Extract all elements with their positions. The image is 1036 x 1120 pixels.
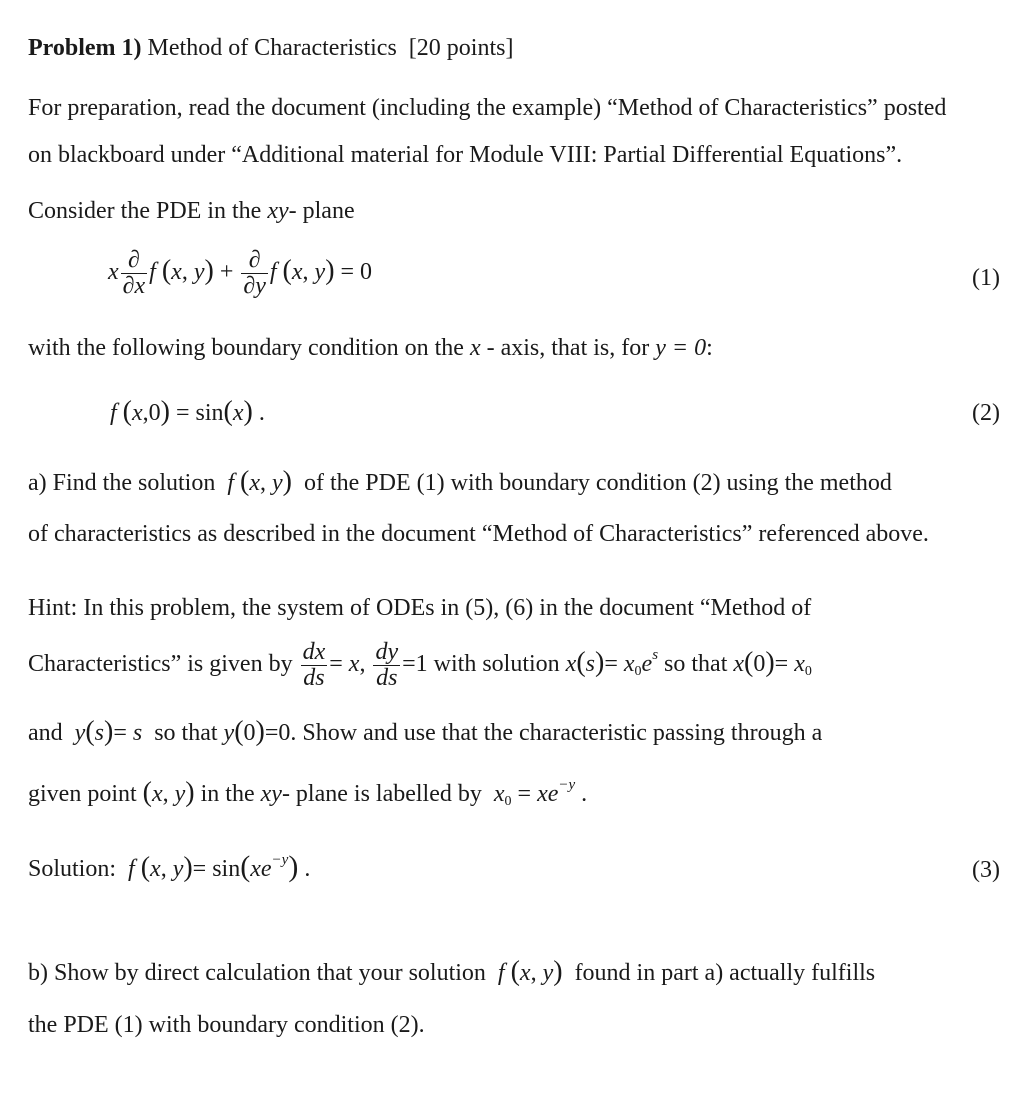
problem-heading bbox=[28, 36, 513, 60]
partial-x-fraction: $\frac{\partial}{\partial x}$ bbox=[122, 247, 146, 300]
hint-line-3: and y(s)= s so that y(0)=0. Show and use that the characteristic passing through a bbox=[28, 716, 823, 747]
part-a-line-2: of characteristics as described in the document “Method of Characteristics” referenced above. bbox=[28, 521, 929, 547]
part-a-line-1: a) Find the solution f (x, y) of the PDE (1) with boundary condition (2) using the method bbox=[28, 466, 892, 497]
dy-ds-fraction: $\frac{dy}{ds}$ bbox=[375, 639, 399, 692]
equation-2: f (x,0) = sin(x) . bbox=[110, 396, 265, 427]
intro-line-1: For preparation, read the document (including the example) “Method of Characteristics” posted bbox=[28, 95, 947, 121]
xy-variable: xy bbox=[267, 198, 289, 224]
intro-line-2: on blackboard under “Additional material for Module VIII: Partial Differential Equations”. bbox=[28, 142, 903, 168]
equation-1-number: (1) bbox=[972, 265, 1000, 291]
hint-line-1: Hint: In this problem, the system of ODEs in (5), (6) in the document “Method of bbox=[28, 595, 812, 621]
part-b-line-1: b) Show by direct calculation that your solution f (x, y) found in part a) actually fulfills bbox=[28, 956, 876, 987]
hint-line-4: given point (x, y) in the xy- plane is labelled by $x_0 = xe^{-y}$ . bbox=[28, 777, 588, 809]
equation-2-number: (2) bbox=[972, 400, 1000, 426]
partial-y-fraction: $\frac{\partial}{\partial y}$ bbox=[243, 247, 266, 300]
problem-label: Problem 1) bbox=[28, 35, 142, 61]
problem-title: Method of Characteristics bbox=[147, 35, 397, 61]
equation-1: x $\frac{\partial}{\partial x}$ f (x, y) + $\frac{\partial}{\partial y}$ f (x, y) = 0 bbox=[108, 247, 373, 300]
dx-ds-fraction: $\frac{dx}{ds}$ bbox=[302, 639, 326, 692]
boundary-line: with the following boundary condition on the x - axis, that is, for y = 0: bbox=[28, 335, 713, 361]
hint-line-2: Characteristics” is given by $\frac{dx}{ds}$ = x, $\frac{dy}{ds}$ =1 with solution $x(s)= x_0e^s$ so that $x(0)= x_0$ bbox=[28, 639, 812, 692]
consider-line: Consider the PDE in the xy- plane bbox=[28, 198, 355, 224]
solution-line: Solution: f (x, $y)= \sin(xe^{-y})$ . bbox=[28, 850, 311, 883]
part-b-line-2: the PDE (1) with boundary condition (2). bbox=[28, 1012, 425, 1038]
problem-points: [20 points] bbox=[408, 35, 514, 61]
equation-3-number: (3) bbox=[972, 857, 1000, 883]
solution-label: Solution: bbox=[28, 856, 117, 882]
